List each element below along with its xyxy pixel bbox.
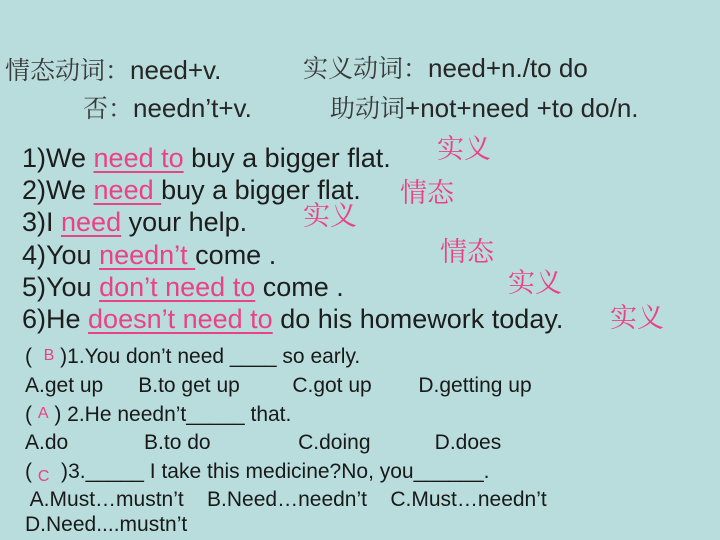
sentence-suffix: your help. — [121, 207, 248, 237]
paren-close: ) — [54, 345, 68, 368]
exercise-1-options: A.get up B.to get up C.got up D.getting up — [25, 374, 532, 397]
paren-close: ) — [48, 403, 68, 426]
question-text: 2.He needn’t_____ that. — [67, 403, 292, 426]
annotation-tag-5: 实义 — [508, 268, 562, 298]
underlined-phrase: need — [93, 175, 162, 205]
underlined-phrase: needn’t — [99, 240, 196, 270]
exercise-3-question — [25, 459, 490, 487]
header-real-rule — [303, 52, 588, 86]
example-sentence-6 — [22, 304, 563, 335]
sentence-prefix: 2)We — [22, 175, 94, 205]
annotation-tag-3: 实义 — [303, 201, 357, 231]
exercise-2-question — [25, 402, 291, 430]
question-text: 1.You don’t need ____ so early. — [67, 345, 361, 368]
exercise-3-options-row-1: A.Must…mustn’t B.Need…needn’t C.Must…needn’t — [25, 488, 547, 511]
sentence-prefix: 1)We — [22, 143, 94, 173]
modal-verb-label: 情态动词： — [5, 58, 131, 85]
question-text: 3._____ I take this medicine?No, you______. — [68, 460, 490, 483]
real-verb-label: 实义动词： — [303, 56, 429, 83]
annotation-tag-4: 情态 — [440, 237, 494, 267]
sentence-suffix: do his homework today. — [272, 304, 564, 334]
underlined-phrase: doesn’t need to — [88, 304, 273, 334]
underlined-phrase: need — [61, 207, 122, 237]
exercise-2-options: A.do B.to do C.doing D.does — [25, 431, 502, 454]
sentence-suffix: come . — [255, 272, 344, 302]
exercise-3-options-row-2: D.Need....mustn’t — [25, 513, 188, 536]
exercise-1-question — [25, 344, 360, 372]
underlined-phrase: need to — [93, 143, 184, 173]
annotation-tag-6: 实义 — [610, 303, 664, 333]
annotation-tag-1: 实义 — [437, 134, 491, 164]
negative-label: 否： — [83, 96, 134, 123]
sentence-prefix: 4)You — [22, 240, 100, 270]
answer-letter-3: C — [37, 468, 50, 485]
paren-open: ( — [25, 403, 38, 426]
sentence-suffix: come . — [195, 240, 277, 270]
paren-open: ( — [25, 345, 44, 368]
header-negative-rule — [83, 92, 252, 126]
underlined-phrase: don’t need to — [99, 272, 256, 302]
annotation-tag-2: 情态 — [400, 178, 454, 208]
sentence-prefix: 5)You — [22, 272, 100, 302]
paren-close: ) — [49, 460, 69, 483]
header-auxiliary-rule — [330, 92, 639, 126]
example-sentence-5 — [22, 272, 344, 303]
sentence-prefix: 6)He — [22, 304, 89, 334]
real-verb-formula: need+n./to do — [428, 53, 588, 83]
answer-letter-1: B — [43, 347, 55, 364]
answer-letter-2: A — [37, 405, 49, 422]
sentence-suffix: buy a bigger flat. — [161, 175, 361, 205]
sentence-suffix: buy a bigger flat. — [183, 143, 391, 173]
example-sentence-3 — [22, 207, 247, 238]
header-modal-rule — [5, 54, 221, 88]
auxiliary-formula: +not+need +to do/n. — [405, 93, 639, 123]
example-sentence-4 — [22, 240, 276, 271]
auxiliary-label: 助动词 — [330, 96, 406, 123]
sentence-prefix: 3)I — [22, 207, 62, 237]
negative-formula: needn’t+v. — [133, 93, 252, 123]
paren-open: ( — [25, 460, 38, 483]
example-sentence-1 — [22, 143, 391, 174]
modal-verb-formula: need+v. — [130, 55, 222, 85]
